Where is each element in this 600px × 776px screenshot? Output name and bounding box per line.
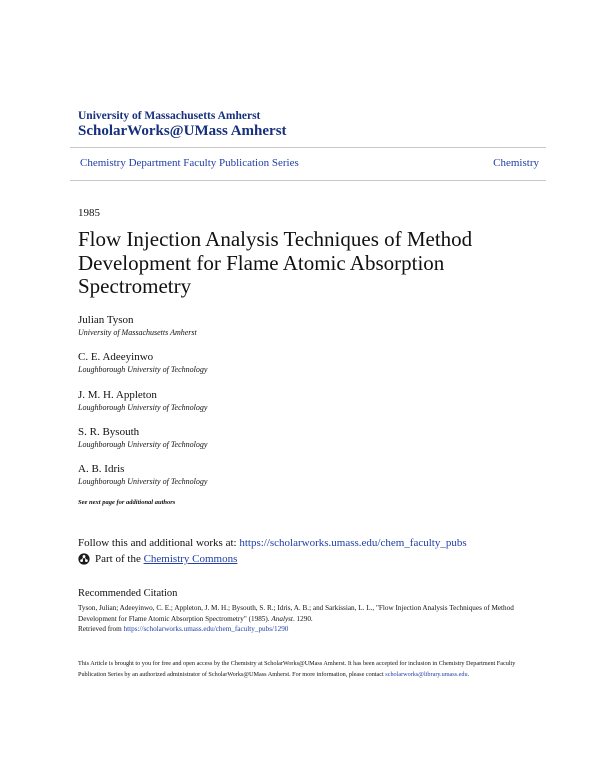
retrieved-prefix: Retrieved from xyxy=(78,625,124,633)
author-name: Julian Tyson xyxy=(78,314,134,326)
author-entry xyxy=(78,314,538,338)
top-divider xyxy=(70,147,546,148)
chemistry-commons-link[interactable]: Chemistry Commons xyxy=(143,553,238,565)
citation-journal: Analyst xyxy=(271,614,293,623)
access-end: . xyxy=(467,670,470,678)
access-statement xyxy=(78,659,528,680)
collection-link[interactable]: https://scholarworks.umass.edu/chem_faculty_pubs xyxy=(239,537,467,549)
department-link[interactable]: Chemistry xyxy=(493,157,539,169)
commons-network-icon xyxy=(78,553,90,565)
author-affiliation: Loughborough University of Technology xyxy=(78,440,208,449)
see-next-page-note: See next page for additional authors xyxy=(78,499,176,506)
author-affiliation: Loughborough University of Technology xyxy=(78,365,208,374)
follow-prefix: Follow this and additional works at: xyxy=(78,537,240,549)
author-entry xyxy=(78,389,538,413)
bottom-divider xyxy=(70,180,546,181)
repository-name[interactable]: ScholarWorks@UMass Amherst xyxy=(78,123,287,139)
paper-title: Flow Injection Analysis Techniques of Method Development for Flame Atomic Absorption Spectrometry xyxy=(78,227,473,298)
author-entry xyxy=(78,426,538,450)
series-link[interactable]: Chemistry Department Faculty Publication Series xyxy=(80,157,299,169)
contact-email-link[interactable]: scholarworks@library.umass.edu xyxy=(385,670,468,678)
author-name: J. M. H. Appleton xyxy=(78,389,157,401)
recommended-citation-heading: Recommended Citation xyxy=(78,588,178,599)
author-entry xyxy=(78,463,538,487)
author-name: A. B. Idris xyxy=(78,463,125,475)
part-of-line xyxy=(78,553,237,565)
publication-year: 1985 xyxy=(78,207,100,219)
author-entry xyxy=(78,351,538,375)
citation-body: Tyson, Julian; Adeeyinwo, C. E.; Appleton, J. M. H.; Bysouth, S. R.; Idris, A. B.; and Sarkissian, L. L., "Flow Injection Analysis Techniques of Method Development for Flame Atomic Absorption Spectrometry" (1985). xyxy=(78,604,514,623)
access-text: This Article is brought to you for free and open access by the Chemistry at ScholarWorks@UMass Amherst. It has been accepted for inclusion in Chemistry Department Faculty Publication Series by an authorized administrator of ScholarWorks@UMass Amherst. For more information, please contact xyxy=(78,660,516,678)
part-of-prefix: Part of the xyxy=(95,553,144,565)
citation-text xyxy=(78,603,518,635)
author-affiliation: Loughborough University of Technology xyxy=(78,403,208,412)
institution-name: University of Massachusetts Amherst xyxy=(78,110,261,122)
citation-end: . 1290. xyxy=(292,614,313,623)
follow-line xyxy=(78,537,467,549)
author-affiliation: University of Massachusetts Amherst xyxy=(78,328,197,337)
author-name: S. R. Bysouth xyxy=(78,426,140,438)
author-affiliation: Loughborough University of Technology xyxy=(78,477,208,486)
citation-url-link[interactable]: https://scholarworks.umass.edu/chem_faculty_pubs/1290 xyxy=(123,625,289,633)
author-name: C. E. Adeeyinwo xyxy=(78,351,154,363)
